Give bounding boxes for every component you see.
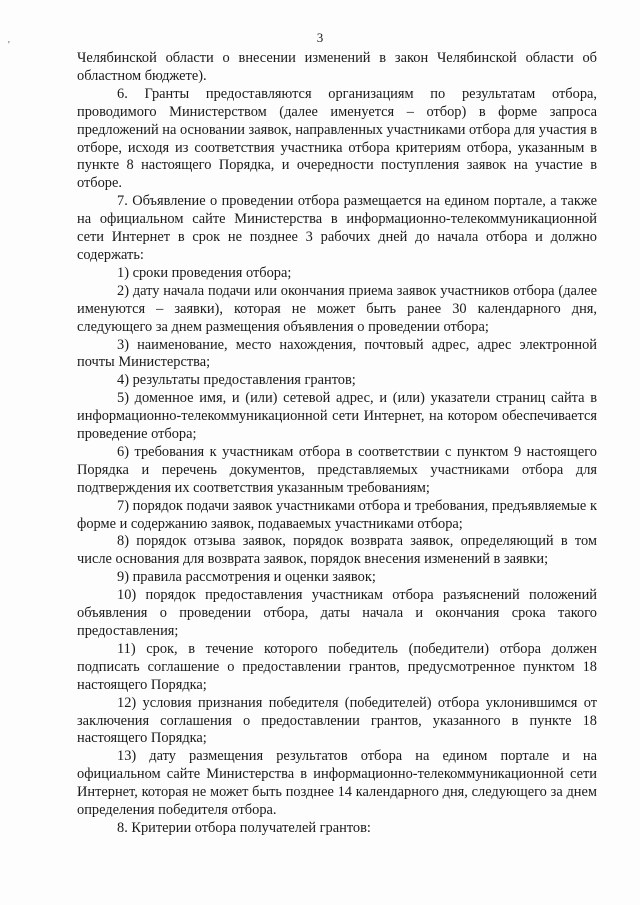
paragraph-item-6: 6. Гранты предоставляются организациям по результатам отбора, проводимого Министерством (далее именуется – отбор) в форме запроса предложений на основании заявок, направленных участниками отбора для участия в отборе, исходя из соответствия участника отбора критериям отбора, указанным в пункте 8 настоящего Порядка, и очередности поступления заявок на участие в отборе. — [77, 85, 597, 192]
document-body — [77, 50, 597, 838]
margin-mark: ' — [8, 40, 10, 51]
list-item-13: 13) дату размещения результатов отбора на едином портале и на официальном сайте Министерства в информационно-телекоммуникационной сети Интернет, которая не может быть позднее 14 календарного дня, следующего за днем определения победителя отбора. — [77, 748, 597, 819]
list-item-2: 2) дату начала подачи или окончания приема заявок участников отбора (далее именуются – заявки), которая не может быть ранее 30 календарного дня, следующего за днем размещения объявления о проведении отбора; — [77, 282, 597, 335]
list-item-3: 3) наименование, место нахождения, почтовый адрес, адрес электронной почты Министерства; — [77, 336, 597, 371]
list-item-7: 7) порядок подачи заявок участниками отбора и требования, предъявляемые к форме и содержанию заявок, подаваемых участниками отбора; — [77, 497, 597, 532]
list-item-1: 1) сроки проведения отбора; — [117, 264, 292, 281]
list-item-12: 12) условия признания победителя (победителей) отбора уклонившимся от заключения соглашения о предоставлении грантов, указанного в пункте 18 настоящего Порядка; — [77, 694, 597, 747]
list-item-5: 5) доменное имя, и (или) сетевой адрес, и (или) указатели страниц сайта в информационно-телекоммуникационной сети Интернет, на котором обеспечивается проведение отбора; — [77, 390, 597, 443]
list-item-10: 10) порядок предоставления участникам отбора разъяснений положений объявления о проведении отбора, даты начала и окончания срока такого предоставления; — [77, 587, 597, 639]
paragraph-item-7: 7. Объявление о проведении отбора размещается на едином портале, а также на официальном сайте Министерства в информационно-телекоммуникационной сети Интернет в срок не позднее 3 рабочих дней до начала отбора и должно содержать: — [77, 193, 597, 263]
list-item-11: 11) срок, в течение которого победитель (победители) отбора должен подписать соглашение о предоставлении грантов, предусмотренное пунктом 18 настоящего Порядка; — [77, 640, 597, 693]
paragraph-continuation: Челябинской области о внесении изменений в закон Челябинской области об областном бюджете). — [77, 50, 597, 84]
page-number: 3 — [316, 30, 324, 45]
list-item-4: 4) результаты предоставления грантов; — [117, 372, 356, 389]
list-item-9: 9) правила рассмотрения и оценки заявок; — [117, 569, 376, 586]
list-item-6: 6) требования к участникам отбора в соответствии с пунктом 9 настоящего Порядка и перечень документов, представляемых участниками отбора для подтверждения их соответствия указанным требованиям; — [77, 443, 597, 496]
paragraph-item-8: 8. Критерии отбора получателей грантов: — [117, 819, 371, 836]
list-item-8: 8) порядок отзыва заявок, порядок возврата заявок, определяющий в том числе основания для возврата заявок, порядок внесения изменений в заявки; — [77, 533, 597, 568]
